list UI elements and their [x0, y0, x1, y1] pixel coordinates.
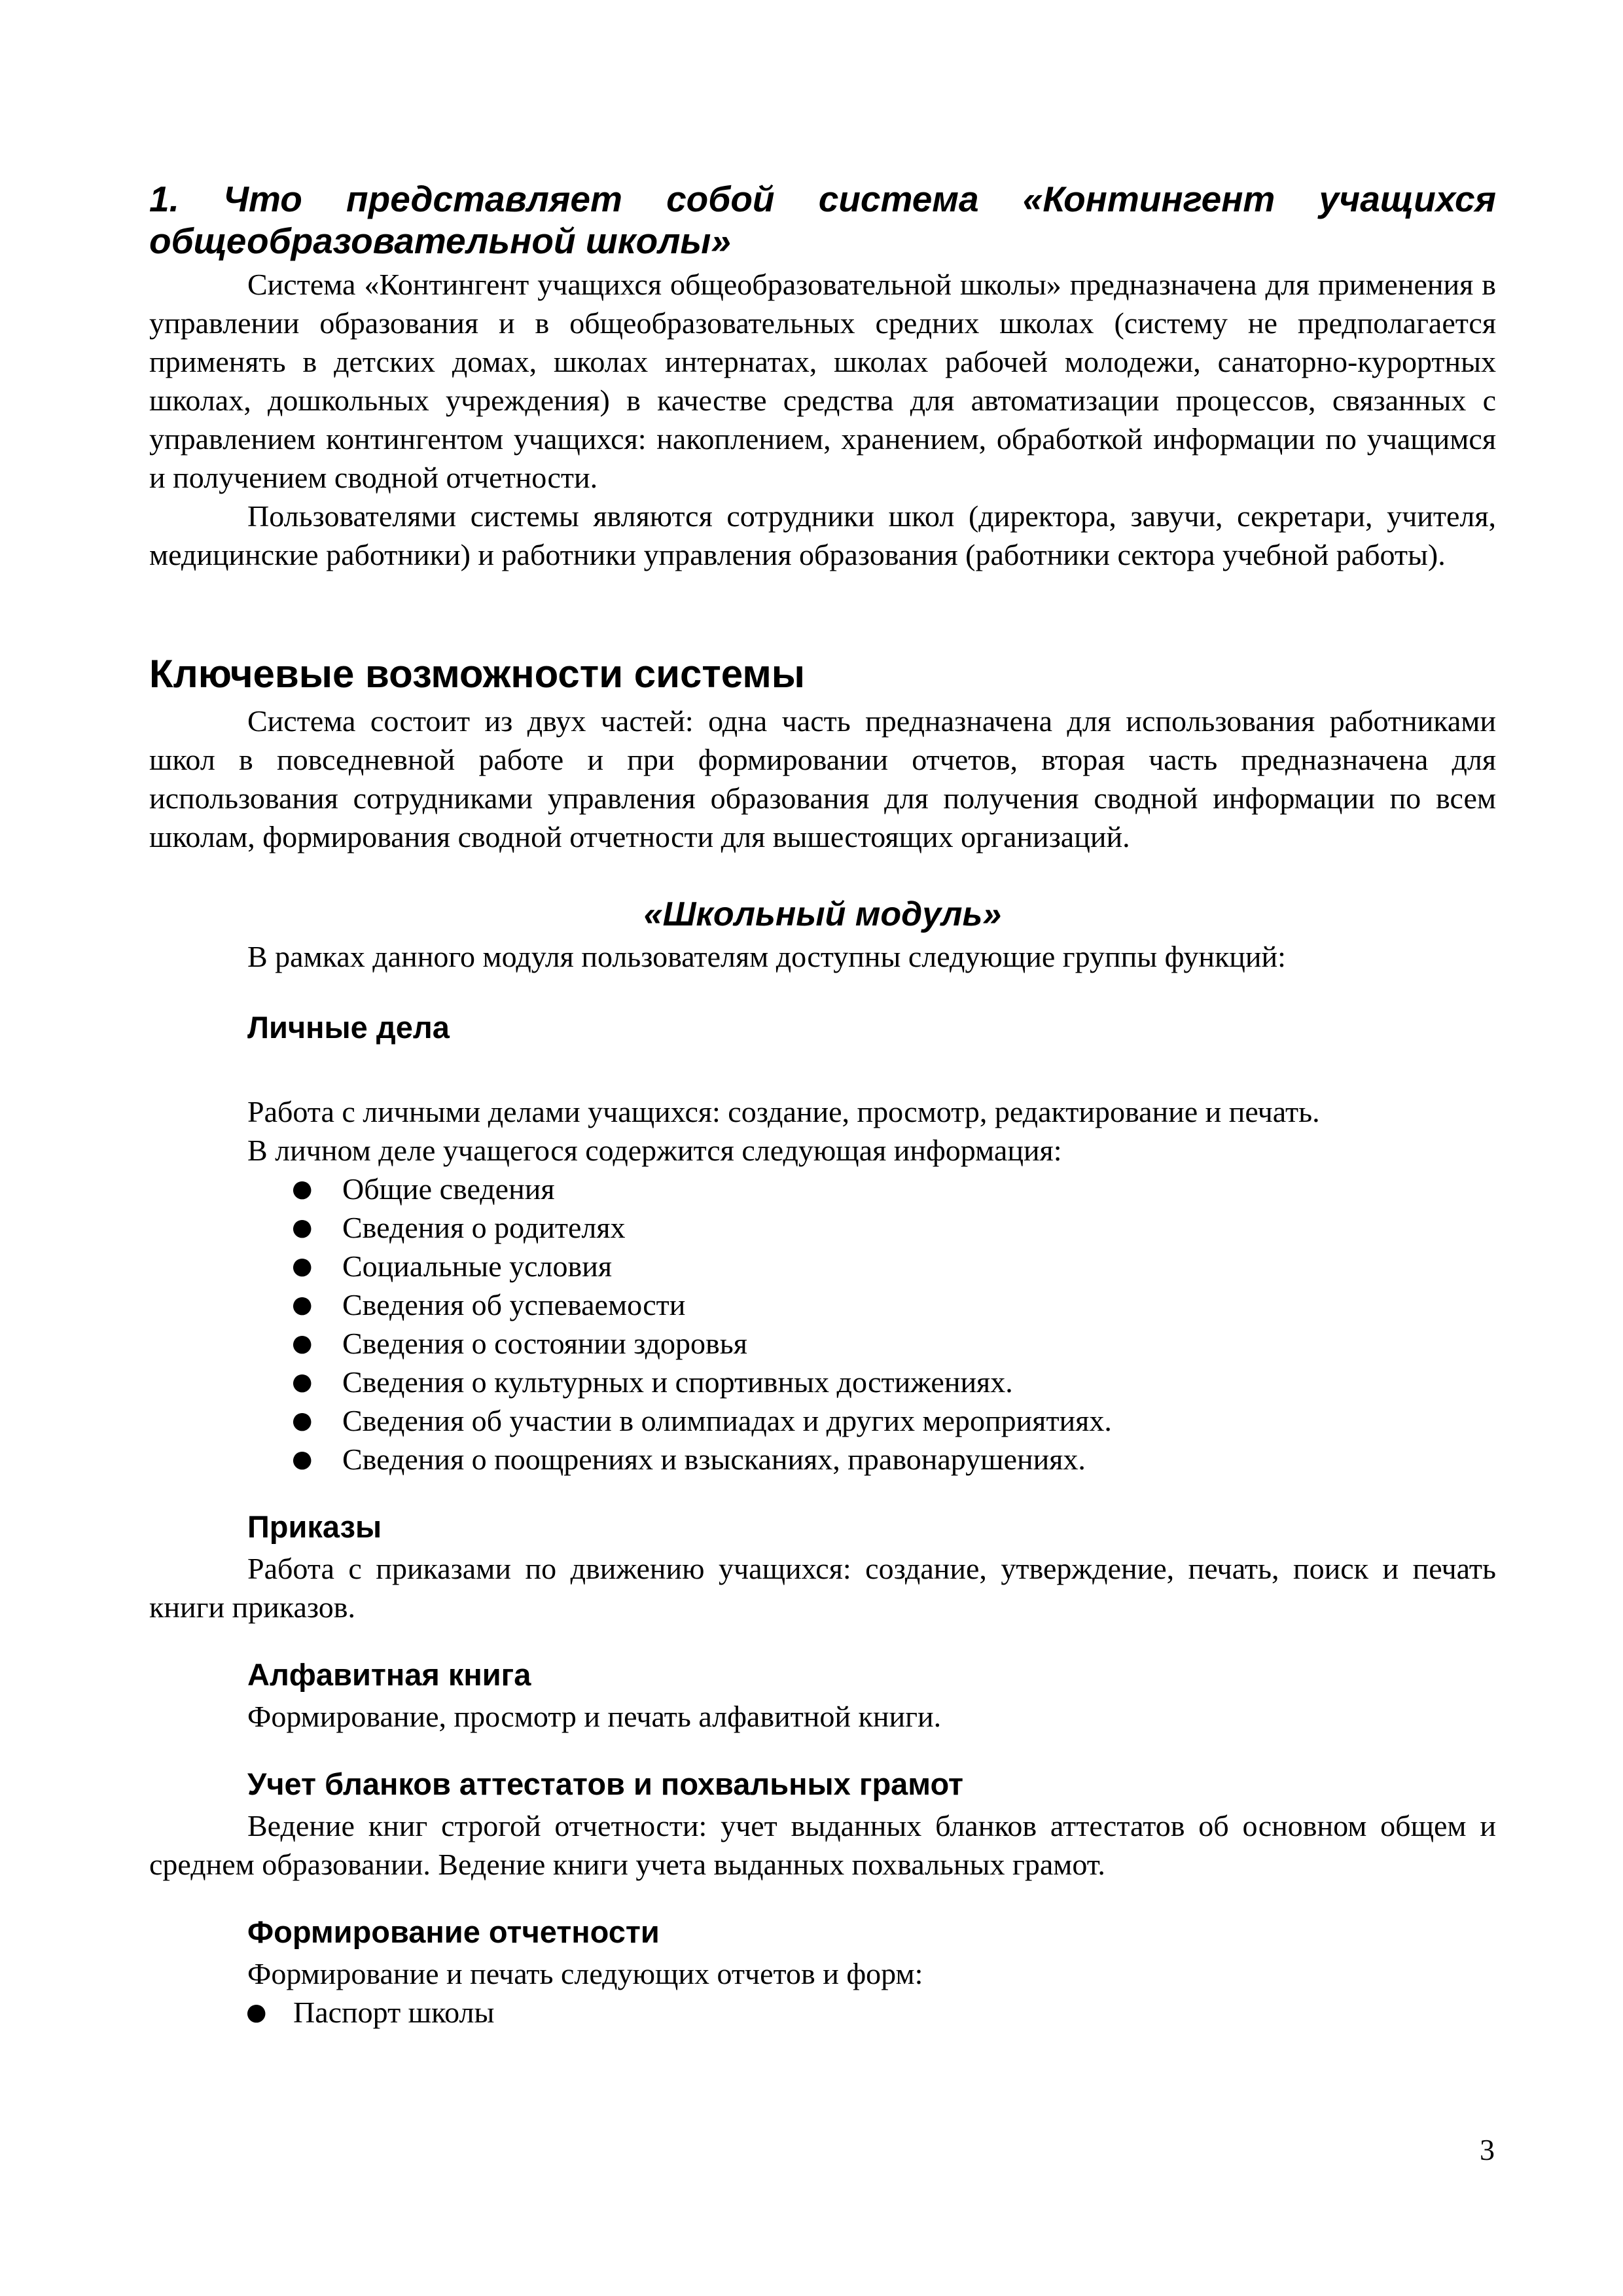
intro-paragraph-2: Пользователями системы являются сотрудники школ (директора, завучи, секретари, учителя, медицинские работники) и работники управления образования (работники сектора учебной работы). — [149, 499, 1496, 571]
page-number: 3 — [1480, 2133, 1495, 2166]
bullet-icon: ● — [246, 1999, 267, 2026]
intro-section — [149, 265, 1496, 574]
section-heading-1-line-1: 1. Что представляет собой система «Контингент учащихся — [149, 179, 1496, 219]
alphabet-book-paragraph: Формирование, просмотр и печать алфавитной книги. — [247, 1700, 942, 1733]
bullet-icon: ● — [292, 1446, 313, 1473]
reporting-list — [149, 1993, 1496, 2032]
certificates-paragraph: Ведение книг строгой отчетности: учет выданных бланков аттестатов об основном общем и среднем образовании. Ведение книги учета выданных похвальных грамот. — [149, 1809, 1496, 1881]
bullet-icon: ● — [292, 1253, 313, 1280]
page-content — [149, 178, 1496, 2032]
list-item: ● Сведения о культурных и спортивных достижениях. — [149, 1363, 1496, 1401]
section-heading-1 — [149, 178, 1496, 262]
reporting-section — [149, 1954, 1496, 2032]
personal-files-list — [149, 1170, 1496, 1479]
bullet-icon: ● — [292, 1291, 313, 1318]
personal-files-section — [149, 1092, 1496, 1479]
list-item: ● Сведения об участии в олимпиадах и других мероприятиях. — [149, 1401, 1496, 1440]
personal-files-paragraph-2: В личном деле учащегося содержится следующая информация: — [247, 1134, 1062, 1167]
list-item: ● Общие сведения — [149, 1170, 1496, 1208]
school-module-heading: «Школьный модуль» — [643, 895, 1002, 933]
list-item: ● Сведения об успеваемости — [149, 1285, 1496, 1324]
personal-files-paragraph-1: Работа с личными делами учащихся: создание, просмотр, редактирование и печать. — [247, 1095, 1320, 1128]
reporting-paragraph: Формирование и печать следующих отчетов и форм: — [247, 1957, 923, 1990]
list-item: ● Сведения о родителях — [149, 1208, 1496, 1247]
bullet-icon: ● — [292, 1407, 313, 1434]
alphabet-book-section — [149, 1697, 1496, 1736]
orders-section — [149, 1549, 1496, 1626]
personal-files-heading: Личные дела — [247, 1010, 450, 1045]
bullet-icon: ● — [292, 1330, 313, 1357]
school-module-intro: В рамках данного модуля пользователям доступны следующие группы функций: — [247, 940, 1286, 973]
orders-paragraph: Работа с приказами по движению учащихся: создание, утверждение, печать, поиск и печать книги приказов. — [149, 1552, 1496, 1624]
alphabet-book-heading: Алфавитная книга — [247, 1657, 531, 1692]
features-paragraph: Система состоит из двух частей: одна часть предназначена для использования работниками школ в повседневной работе и при формировании отчетов, вторая часть предназначена для использования сотрудниками управления образования для получения сводной информации по всем школам, формирования сводной отчетности для вышестоящих организаций. — [149, 704, 1496, 853]
reporting-heading: Формирование отчетности — [247, 1914, 660, 1949]
bullet-icon: ● — [292, 1214, 313, 1241]
certificates-heading: Учет бланков аттестатов и похвальных грамот — [247, 1767, 964, 1801]
list-item: ● Паспорт школы — [149, 1993, 1496, 2032]
orders-heading: Приказы — [247, 1509, 382, 1544]
features-section — [149, 702, 1496, 856]
list-item: ● Социальные условия — [149, 1247, 1496, 1285]
intro-paragraph-1: Система «Контингент учащихся общеобразовательной школы» предназначена для применения в управлении образования и в общеобразовательных средних школах (систему не предполагается применять в детских домах, школах интернатах, школах рабочей молодежи, санаторно-курортных школах, дошкольных учреждения) в качестве средства для автоматизации процессов, связанных с управлением контингентом учащихся: накоплением, хранением, обработкой информации по учащимся и получением сводной отчетности. — [149, 268, 1496, 494]
list-item: ● Сведения о поощрениях и взысканиях, правонарушениях. — [149, 1440, 1496, 1479]
certificates-section — [149, 1806, 1496, 1884]
bullet-icon: ● — [292, 1175, 313, 1202]
section-heading-1-line-2: общеобразовательной школы» — [149, 221, 731, 261]
features-heading: Ключевые возможности системы — [149, 652, 805, 696]
list-item: ● Сведения о состоянии здоровья — [149, 1324, 1496, 1363]
school-module-section — [149, 937, 1496, 976]
bullet-icon: ● — [292, 1369, 313, 1395]
